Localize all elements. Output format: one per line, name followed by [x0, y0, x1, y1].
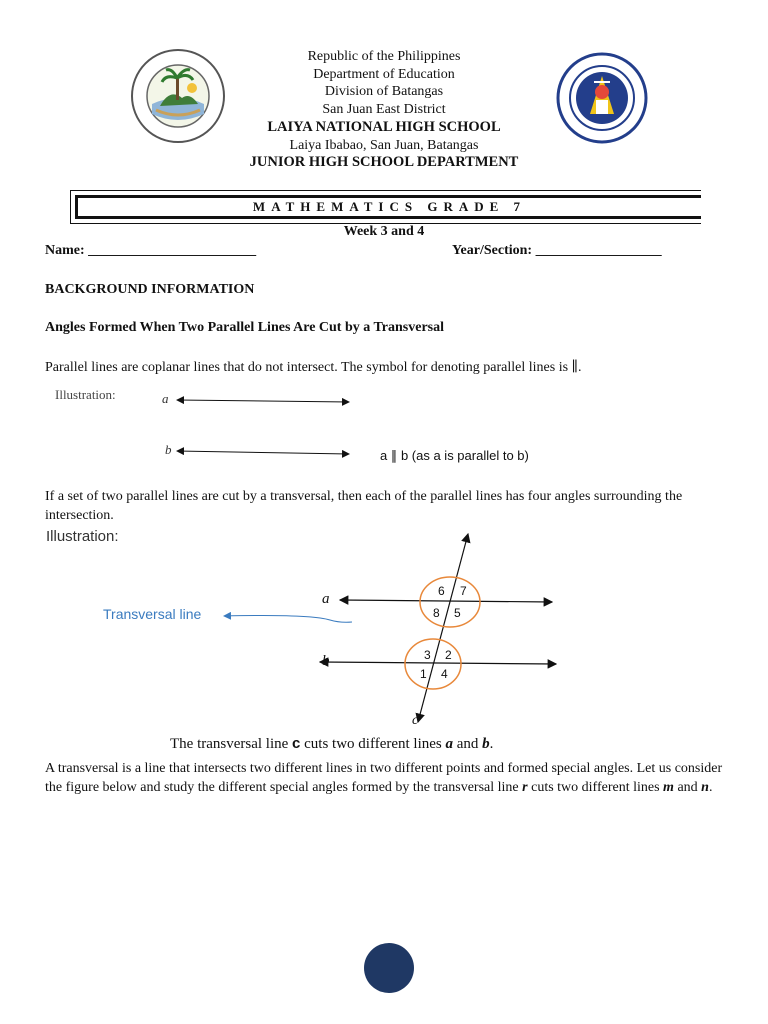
caption-a: a — [445, 736, 453, 752]
illustration-parallel — [45, 384, 565, 468]
caption-part: The transversal line — [170, 736, 293, 752]
illustration-label: Illustration: — [55, 387, 116, 402]
transversal-drawing — [40, 526, 600, 756]
fig-line-b-label: b — [322, 653, 330, 669]
para3-part: . — [708, 780, 713, 795]
line-b-label: b — [165, 442, 172, 457]
department-name: JUNIOR HIGH SCHOOL DEPARTMENT — [249, 154, 519, 170]
year-section-label: Year/Section: — [452, 243, 533, 258]
para3-part: and — [673, 780, 702, 795]
angle-6: 6 — [438, 584, 445, 598]
subheading: Angles Formed When Two Parallel Lines Are Cut by a Transversal — [45, 320, 445, 335]
illustration2-label: Illustration: — [46, 528, 119, 545]
angle-3: 3 — [424, 648, 431, 662]
week-label: Week 3 and 4 — [343, 224, 425, 239]
school-address: Laiya Ibabao, San Juan, Batangas — [289, 138, 479, 153]
name-field[interactable] — [45, 243, 256, 259]
transversal-line-label: Transversal line — [103, 606, 202, 622]
subject-title: MATHEMATICS GRADE 7 — [75, 195, 701, 219]
header-line-division: Division of Batangas — [324, 84, 444, 99]
para3-n: n — [701, 780, 709, 795]
name-blank: ________________________ — [88, 243, 257, 258]
header-line-district: San Juan East District — [322, 101, 446, 117]
fig-line-a-label: a — [322, 591, 330, 607]
para3-m: m — [663, 780, 674, 795]
header-line-department: Department of Education — [313, 66, 455, 82]
caption-part: cuts two different lines — [300, 736, 446, 752]
fig-line-c-label: c — [412, 713, 419, 728]
school-name: LAIYA NATIONAL HIGH SCHOOL — [267, 119, 501, 135]
transversal-caption — [170, 735, 493, 753]
year-section-blank: __________________ — [535, 243, 662, 258]
line-a-label: a — [162, 391, 169, 406]
caption-b: b — [482, 736, 490, 752]
paragraph-special-angles — [45, 759, 730, 797]
header-line-republic: Republic of the Philippines — [307, 49, 461, 64]
para3-part: A transversal is a line that intersects two different lines in two different points and formed special angles. Let us consider the figure below and study the different special angles formed by the transversal line — [45, 761, 723, 795]
para3-r: r — [522, 780, 528, 795]
subject-banner — [70, 190, 701, 224]
page-marker — [364, 943, 414, 993]
angle-1: 1 — [420, 667, 427, 681]
caption-part: . — [489, 736, 494, 752]
para3-part: cuts two different lines — [527, 780, 664, 795]
paragraph-parallel-lines: Parallel lines are coplanar lines that do not intersect. The symbol for denoting parallel lines is ∥. — [45, 360, 582, 375]
year-section-field[interactable] — [452, 243, 662, 259]
angle-2: 2 — [445, 648, 452, 662]
angle-7: 7 — [460, 584, 467, 598]
caption-part: and — [453, 736, 483, 752]
name-label: Name: — [45, 243, 85, 258]
section-heading: BACKGROUND INFORMATION — [45, 282, 255, 297]
paragraph-transversal-angles: If a set of two parallel lines are cut by a transversal, then each of the parallel lines has four angles surrounding the intersection. — [45, 489, 683, 523]
parallel-caption: a ∥ b (as a is parallel to b) — [380, 448, 529, 463]
illustration-transversal — [40, 526, 600, 756]
angle-5: 5 — [454, 606, 461, 620]
angle-8: 8 — [433, 606, 440, 620]
angle-4: 4 — [441, 667, 448, 681]
caption-c: c — [292, 735, 301, 752]
